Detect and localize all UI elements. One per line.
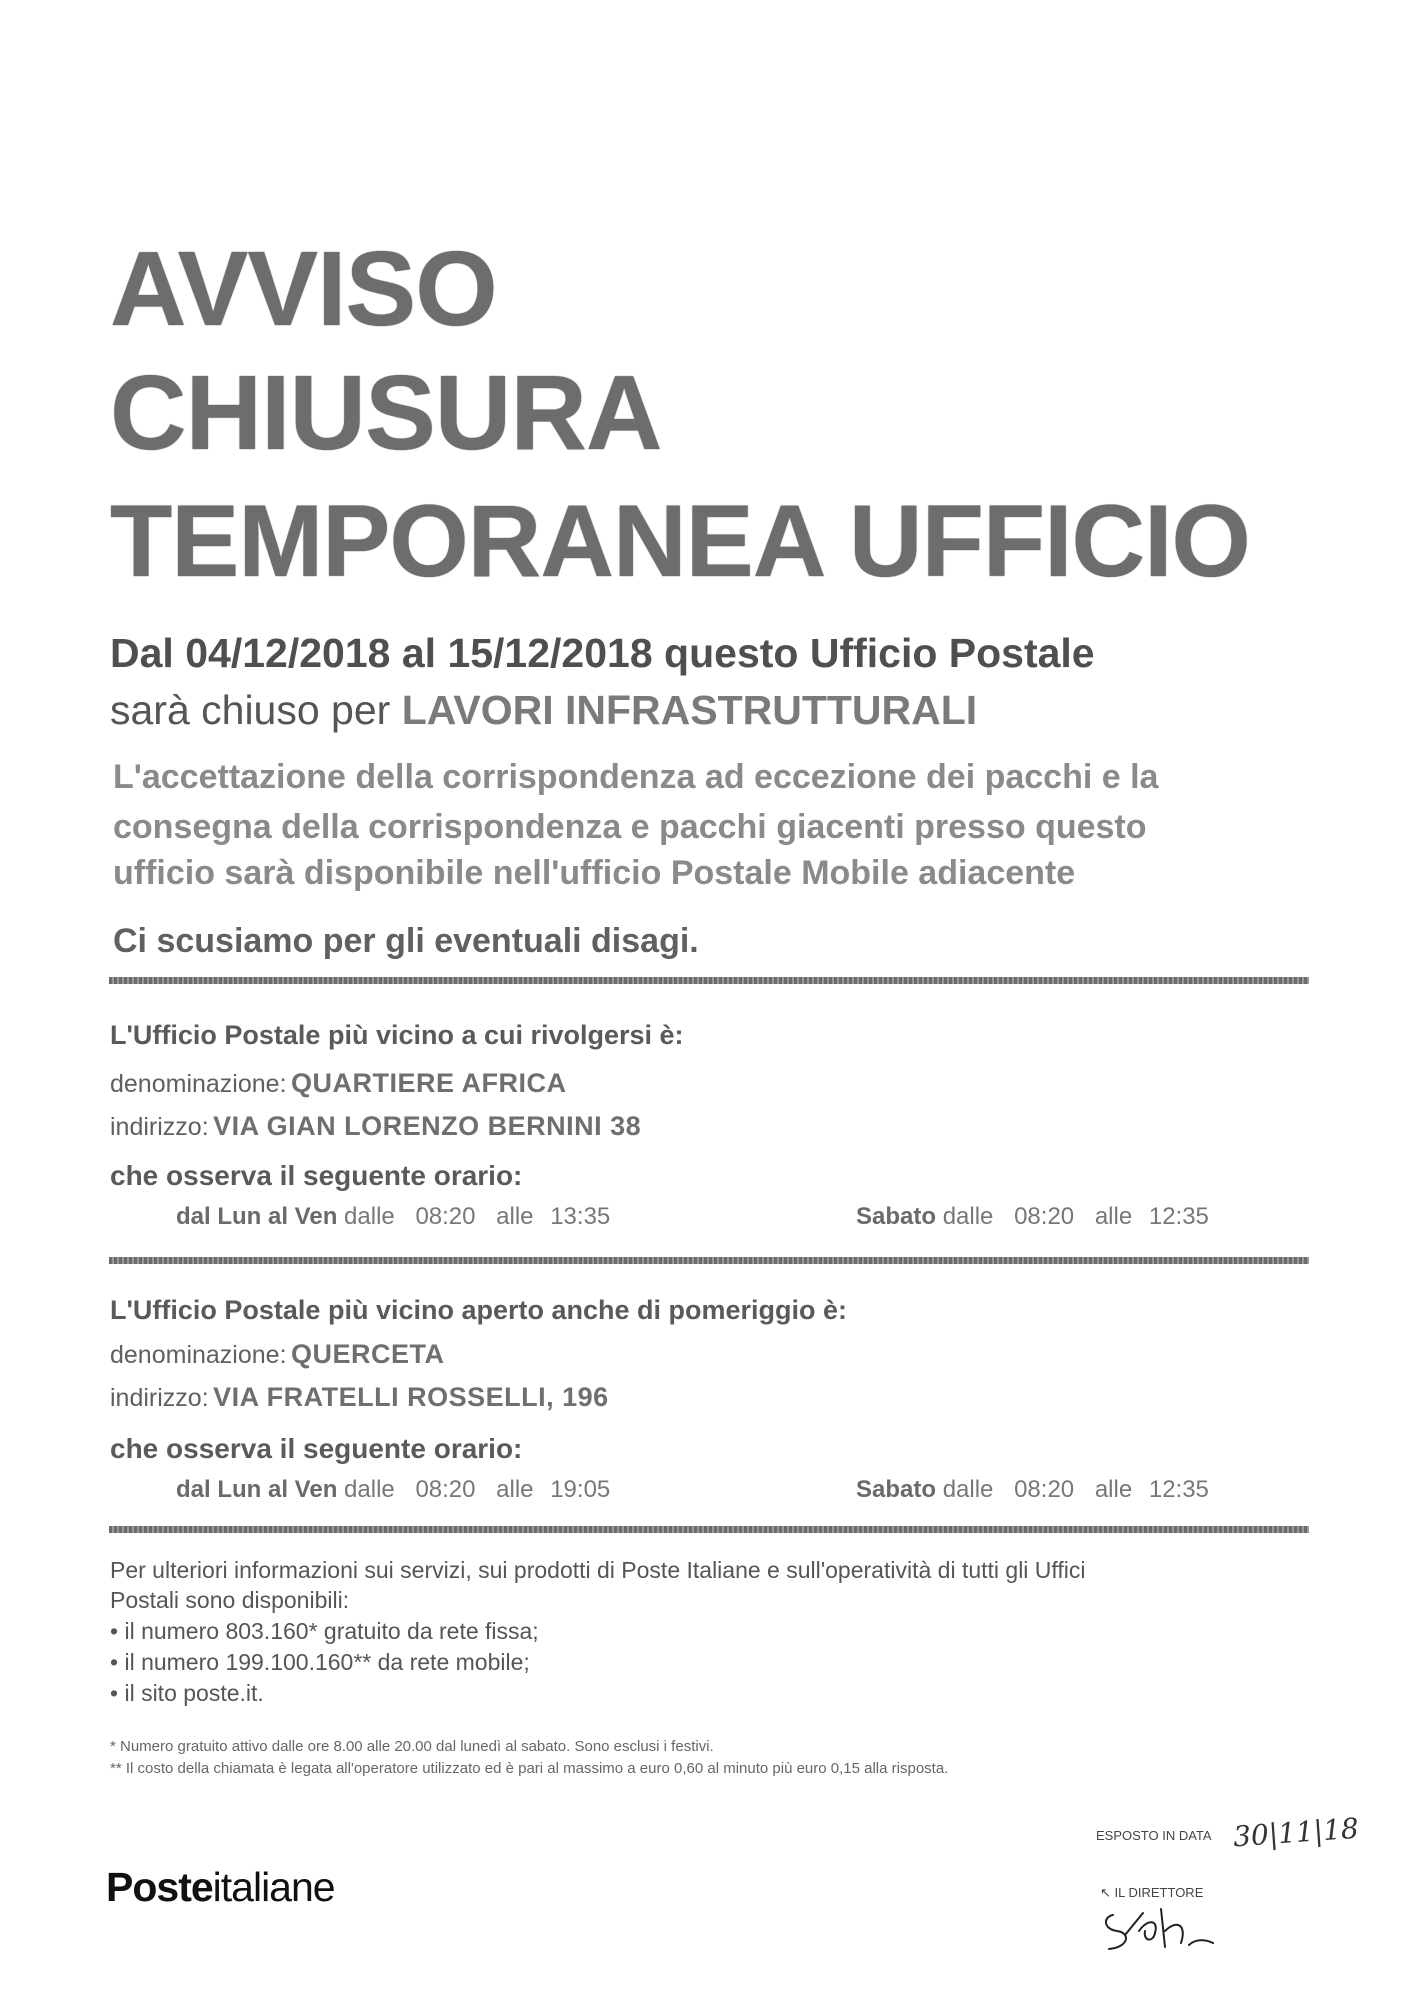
divider-2: [109, 1257, 1309, 1264]
closure-period-line: [110, 630, 1095, 676]
afternoon-weekday-hours: [176, 1476, 610, 1504]
acceptance-line-3: ufficio sarà disponibile nell'ufficio Postale Mobile adiacente: [113, 854, 1076, 892]
dalle-label: dalle: [942, 1476, 994, 1503]
weekday-label: dal Lun al Ven: [176, 1203, 338, 1230]
esposto-label: ESPOSTO IN DATA: [1096, 1828, 1212, 1843]
saturday-label: Sabato: [856, 1476, 937, 1503]
closure-reason-prefix: sarà chiuso per: [110, 687, 391, 733]
nearest-office-heading: L'Ufficio Postale più vicino a cui rivolgersi è:: [110, 1020, 684, 1050]
weekday-close-time: 19:05: [550, 1476, 611, 1503]
divider-3: [109, 1526, 1309, 1533]
saturday-close-time: 12:35: [1148, 1203, 1209, 1230]
name-label: denominazione:: [110, 1070, 287, 1098]
saturday-open-time: 08:20: [1014, 1476, 1075, 1503]
poste-italiane-logo: [106, 1864, 335, 1911]
title-line-2: CHIUSURA: [110, 354, 662, 472]
direttore-text: IL DIRETTORE: [1114, 1885, 1204, 1900]
alle-label: alle: [496, 1476, 534, 1503]
closure-reason: LAVORI INFRASTRUTTURALI: [401, 687, 978, 733]
title-line-3: TEMPORANEA UFFICIO: [110, 484, 1250, 598]
address-label: indirizzo:: [110, 1113, 209, 1141]
info-list-item: • il numero 199.100.160** da rete mobile;: [110, 1649, 530, 1675]
apology-text: Ci scusiamo per gli eventuali disagi.: [113, 922, 699, 960]
nearest-office-address-row: [110, 1111, 641, 1142]
closure-dal: Dal: [110, 630, 174, 676]
info-item-text: il numero 803.160* gratuito da rete fissa;: [124, 1618, 539, 1644]
afternoon-saturday-hours: [856, 1476, 1209, 1504]
nearest-weekday-hours: [176, 1203, 610, 1231]
logo-regular-text: italiane: [212, 1864, 335, 1910]
nearest-office-name: QUARTIERE AFRICA: [290, 1068, 567, 1098]
nearest-hours-heading: che osserva il seguente orario:: [110, 1160, 523, 1191]
closure-reason-line: [110, 687, 978, 733]
afternoon-office-name-row: [110, 1339, 444, 1370]
closure-date-to: 15/12/2018: [447, 630, 653, 676]
weekday-open-time: 08:20: [415, 1203, 476, 1230]
info-line-2: Postali sono disponibili:: [110, 1587, 350, 1613]
saturday-open-time: 08:20: [1014, 1203, 1075, 1230]
footnote-2: ** Il costo della chiamata è legata all'operatore utilizzato ed è pari al massimo a euro 0,60 al minuto più euro 0,15 alla risposta.: [110, 1760, 949, 1777]
info-list-item: • il sito poste.it.: [110, 1680, 264, 1706]
acceptance-line-2: consegna della corrispondenza e pacchi giacenti presso questo: [113, 808, 1147, 846]
info-item-text: il sito poste.it.: [124, 1680, 264, 1706]
weekday-open-time: 08:20: [415, 1476, 476, 1503]
closure-date-from: 04/12/2018: [185, 630, 391, 676]
address-label: indirizzo:: [110, 1384, 209, 1412]
nearest-office-name-row: [110, 1068, 566, 1099]
weekday-close-time: 13:35: [550, 1203, 611, 1230]
info-line-1: Per ulteriori informazioni sui servizi, sui prodotti di Poste Italiane e sull'operatività di tutti gli Uffici: [110, 1557, 1086, 1583]
director-signature: [1095, 1895, 1285, 1965]
acceptance-line-1: L'accettazione della corrispondenza ad eccezione dei pacchi e la: [113, 758, 1159, 796]
weekday-label: dal Lun al Ven: [176, 1476, 338, 1503]
afternoon-office-address: VIA FRATELLI ROSSELLI, 196: [213, 1382, 609, 1412]
logo-bold-text: Poste: [106, 1864, 213, 1910]
info-list-item: • il numero 803.160* gratuito da rete fissa;: [110, 1618, 539, 1644]
saturday-label: Sabato: [856, 1203, 937, 1230]
afternoon-office-address-row: [110, 1382, 609, 1413]
dalle-label: dalle: [344, 1476, 395, 1503]
alle-label: alle: [1094, 1203, 1133, 1230]
closure-office-text: questo Ufficio Postale: [664, 630, 1095, 676]
dalle-label: dalle: [942, 1203, 994, 1230]
afternoon-office-name: QUERCETA: [290, 1339, 445, 1369]
nearest-saturday-hours: [856, 1203, 1209, 1231]
footnote-1: * Numero gratuito attivo dalle ore 8.00 alle 20.00 dal lunedì al sabato. Sono esclusi i festivi.: [110, 1738, 714, 1755]
title-line-1: AVVISO: [110, 230, 497, 348]
alle-label: alle: [496, 1203, 534, 1230]
divider-1: [109, 977, 1309, 984]
direttore-label: ↖ IL DIRETTORE: [1100, 1885, 1204, 1900]
saturday-close-time: 12:35: [1148, 1476, 1209, 1503]
dalle-label: dalle: [344, 1203, 395, 1230]
closure-al: al: [401, 630, 437, 676]
name-label: denominazione:: [110, 1341, 287, 1369]
nearest-office-address: VIA GIAN LORENZO BERNINI 38: [213, 1111, 642, 1141]
afternoon-hours-heading: che osserva il seguente orario:: [110, 1433, 523, 1464]
alle-label: alle: [1094, 1476, 1133, 1503]
info-item-text: il numero 199.100.160** da rete mobile;: [124, 1649, 530, 1675]
afternoon-office-heading: L'Ufficio Postale più vicino aperto anche di pomeriggio è:: [110, 1295, 848, 1325]
handwritten-date: 30|11|18: [1232, 1811, 1360, 1854]
